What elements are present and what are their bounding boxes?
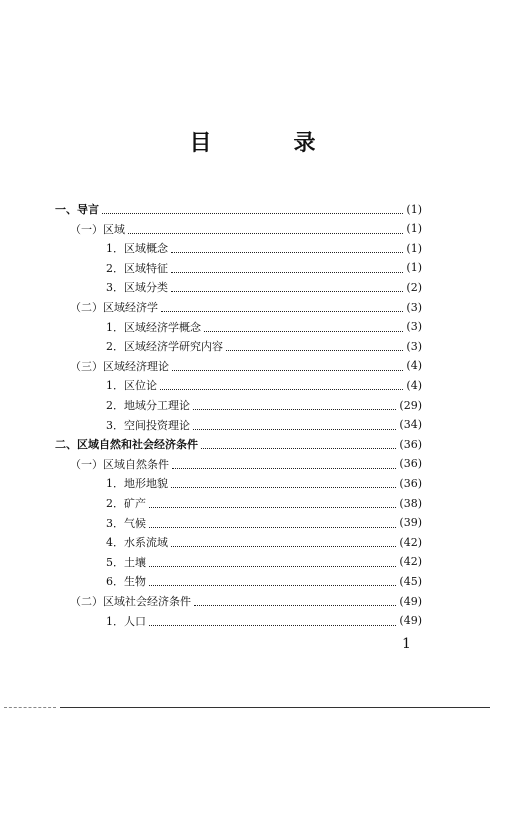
toc-entry	[55, 435, 422, 453]
toc-entry	[70, 592, 422, 610]
dot-leader	[201, 447, 396, 449]
toc-entry-page: (2)	[406, 280, 422, 294]
dot-leader	[149, 565, 396, 567]
toc-entry-title: （三）区域经济理论	[70, 359, 169, 373]
toc-entry	[70, 298, 422, 316]
dot-leader	[226, 349, 403, 351]
toc-entry-title: 5．土壤	[106, 555, 146, 569]
toc-entry-page: (36)	[399, 457, 422, 471]
toc-entry-title: 2．区域经济学研究内容	[106, 340, 223, 354]
toc-entry-page: (34)	[399, 418, 422, 432]
toc-entry-page: (3)	[406, 320, 422, 334]
toc-entry	[70, 455, 422, 473]
dot-leader	[194, 604, 396, 606]
toc-entry	[106, 278, 422, 296]
toc-entry-page: (38)	[399, 496, 422, 510]
toc-entry	[106, 318, 422, 336]
dot-leader	[128, 232, 403, 234]
toc-entry	[106, 239, 422, 257]
toc-entry-title: （二）区域社会经济条件	[70, 595, 191, 608]
toc-entry-page: (42)	[399, 555, 422, 569]
dot-leader	[193, 428, 396, 430]
toc-entry-page: (49)	[399, 614, 422, 628]
toc-entry-page: (45)	[399, 574, 422, 588]
toc-entry	[106, 416, 422, 434]
toc-entry-page: (1)	[406, 202, 422, 216]
toc-entry	[106, 494, 422, 512]
dot-leader	[161, 310, 403, 312]
toc-entry-title: 3．空间投资理论	[106, 418, 190, 432]
toc-entry-title: 3．气候	[106, 516, 146, 530]
toc-entry-page: (36)	[399, 476, 422, 490]
toc-entry-page: (1)	[406, 222, 422, 236]
toc-entry-page: (42)	[399, 535, 422, 549]
toc-entry-page: (1)	[406, 261, 422, 275]
toc-entry	[106, 514, 422, 532]
toc-entry	[70, 357, 422, 375]
toc-entry-title: 1．地形地貌	[106, 477, 168, 491]
toc-entry-page: (39)	[399, 516, 422, 530]
toc-entry-title: （一）区域自然条件	[70, 457, 169, 471]
toc-entry-title: 6．生物	[106, 575, 146, 589]
toc-entry-title: （一）区域	[70, 222, 125, 236]
toc-entry	[106, 259, 422, 277]
toc-entry	[70, 220, 422, 238]
bottom-rule	[60, 707, 490, 708]
page-number: 1	[402, 636, 411, 652]
toc-entry-title: 2．区域特征	[106, 261, 168, 275]
dot-leader	[160, 388, 403, 390]
toc-entry-title: 1．区域经济学概念	[106, 320, 201, 334]
dot-leader	[171, 251, 403, 253]
toc-entry	[106, 376, 422, 394]
toc-entry	[106, 337, 422, 355]
toc-entry	[106, 612, 422, 630]
toc-entry-title: 3．区域分类	[106, 281, 168, 295]
toc-entry	[106, 474, 422, 492]
toc-entry-title: 1．人口	[106, 614, 146, 628]
dot-leader	[149, 584, 396, 586]
dot-leader	[204, 330, 403, 332]
dot-leader	[149, 624, 396, 626]
toc-entry	[106, 572, 422, 590]
dot-leader	[171, 486, 396, 488]
dot-leader	[171, 271, 403, 273]
toc-entry-page: (4)	[406, 378, 422, 392]
toc-entry	[106, 533, 422, 551]
dot-leader	[171, 290, 403, 292]
toc-entry	[55, 200, 422, 218]
toc-entry	[106, 396, 422, 414]
dot-leader	[149, 526, 396, 528]
dot-leader	[149, 506, 396, 508]
dot-leader	[172, 369, 403, 371]
toc-entry-title: 1．区位论	[106, 379, 157, 393]
toc-entry-page: (3)	[406, 339, 422, 353]
toc-entry	[106, 553, 422, 571]
dot-leader	[172, 467, 396, 469]
page-title: 目 录	[189, 131, 346, 156]
toc-entry-page: (3)	[406, 300, 422, 314]
toc-entry-title: 4．水系流域	[106, 536, 168, 550]
dot-leader	[193, 408, 396, 410]
toc-entry-page: (4)	[406, 359, 422, 373]
toc-entry-title: 2．地域分工理论	[106, 399, 190, 412]
toc-entry-page: (49)	[399, 594, 422, 608]
toc-entry-title: 1．区域概念	[106, 242, 168, 256]
toc-entry-title: 2．矿产	[106, 497, 146, 510]
toc-entry-title: 二、区域自然和社会经济条件	[55, 438, 198, 452]
dot-leader	[171, 545, 396, 547]
toc-entry-title: 一、导言	[55, 203, 99, 216]
toc-entry-title: （二）区域经济学	[70, 301, 158, 314]
scan-artifact-line	[4, 707, 56, 708]
toc-entry-page: (29)	[399, 398, 422, 412]
dot-leader	[102, 212, 403, 214]
toc-entry-page: (1)	[406, 241, 422, 255]
toc-entry-page: (36)	[399, 437, 422, 451]
